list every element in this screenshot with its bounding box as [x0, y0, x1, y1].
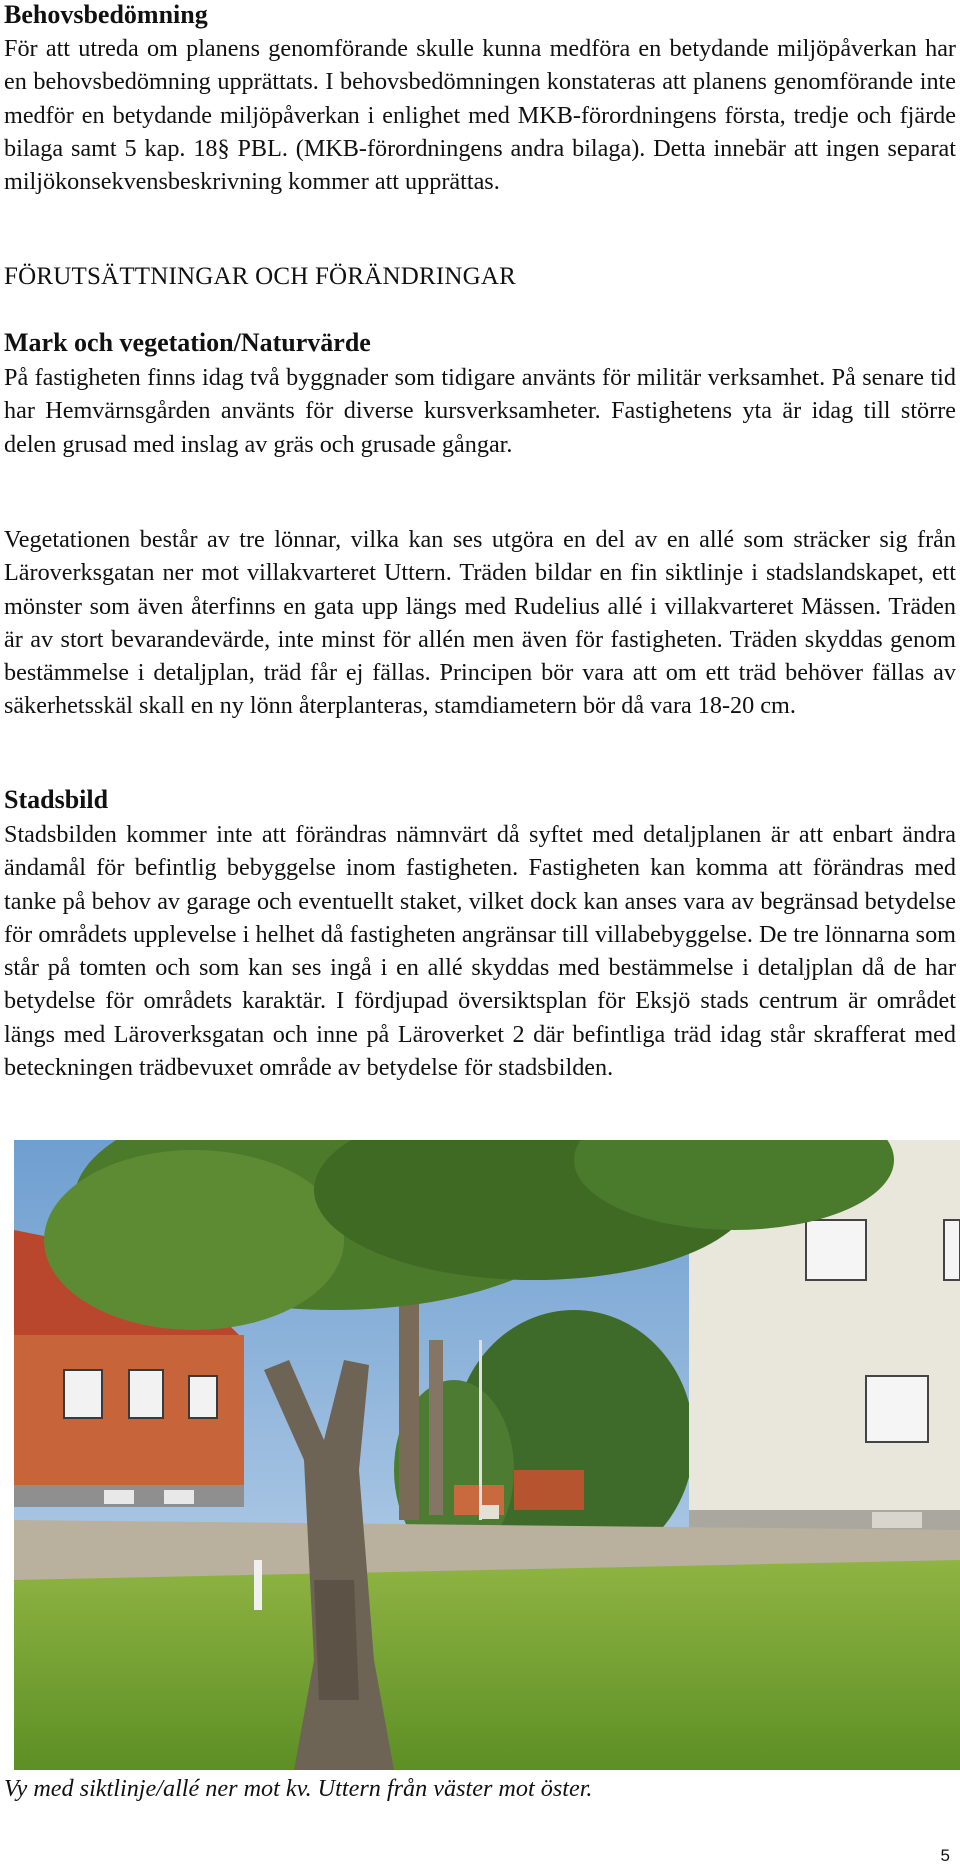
paragraph-mark-och-vegetation: På fastigheten finns idag två byggnader som tidigare använts för militär verksamhet. På senare tid har Hemvärnsgården använts för diverse kursverksamheter. Fastighetens yta är idag till större delen grusad med inslag av gräs och grusade gångar. — [4, 364, 956, 458]
paragraph-stadsbild: Stadsbilden kommer inte att förändras nämnvärt då syftet med detaljplanen är att enbart ändra ändamål för befintlig bebyggelse inom fastigheten. Fastigheten kan komma att förändras med tanke på behov av garage och eventuellt staket, vilket dock kan anses vara av begränsad betydelse för områdets upplevelse i helhet då fastigheten angränsar till villabebyggelse. De tre lönnarna som står på tomten och som kan ses ingå i en allé skyddas med bestämmelse i detaljplan då de har betydelse för områdets karaktär. I fördjupad översiktsplan för Eksjö stads centrum är området längs med Läroverksgatan och inne på Läroverket 2 där befintliga träd idag står skrafferat med beteckningen trädbevuxet område av betydelse för stadsbilden. — [4, 821, 956, 1082]
heading-mark-och-vegetation: Mark och vegetation/Naturvärde — [4, 328, 371, 357]
page-number: 5 — [940, 1846, 950, 1865]
photo-illustration — [14, 1140, 960, 1770]
photo-caption: Vy med siktlinje/allé ner mot kv. Uttern från väster mot öster. — [4, 1775, 593, 1802]
heading-stadsbild: Stadsbild — [4, 785, 109, 814]
street-photo — [14, 1140, 960, 1770]
paragraph-vegetation: Vegetationen består av tre lönnar, vilka kan ses utgöra en del av en allé som sträcker sig från Läroverksgatan ner mot villakvarteret Uttern. Träden bildar en fin siktlinje i stadslandskapet, ett mönster som även återfinns en gata upp längs med Rudelius allé i villakvarteret Mässen. Träden är av stort bevarandevärde, inte minst för allén men även för fastigheten. Träden skyddas genom bestämmelse i detaljplan, träd får ej fällas. Principen bör vara att om ett träd behöver fällas av säkerhetsskäl skall en ny lönn återplanteras, stamdiametern bör då vara 18-20 cm. — [4, 526, 956, 720]
heading-behovsbedomning: Behovsbedömning — [4, 0, 208, 29]
paragraph-behovsbedomning: För att utreda om planens genomförande skulle kunna medföra en betydande miljöpåverkan har en behovsbedömning upprättats. I behovsbedömningen konstateras att planens genomförande inte medför en betydande miljöpåverkan i enlighet med MKB-förordningens första, tredje och fjärde bilaga samt 5 kap. 18§ PBL. (MKB-förordningens andra bilaga). Detta innebär att ingen separat miljökonsekvensbeskrivning kommer att upprättas. — [4, 35, 956, 196]
section-title-forutsattningar: FÖRUTSÄTTNINGAR OCH FÖRÄNDRINGAR — [4, 263, 516, 290]
